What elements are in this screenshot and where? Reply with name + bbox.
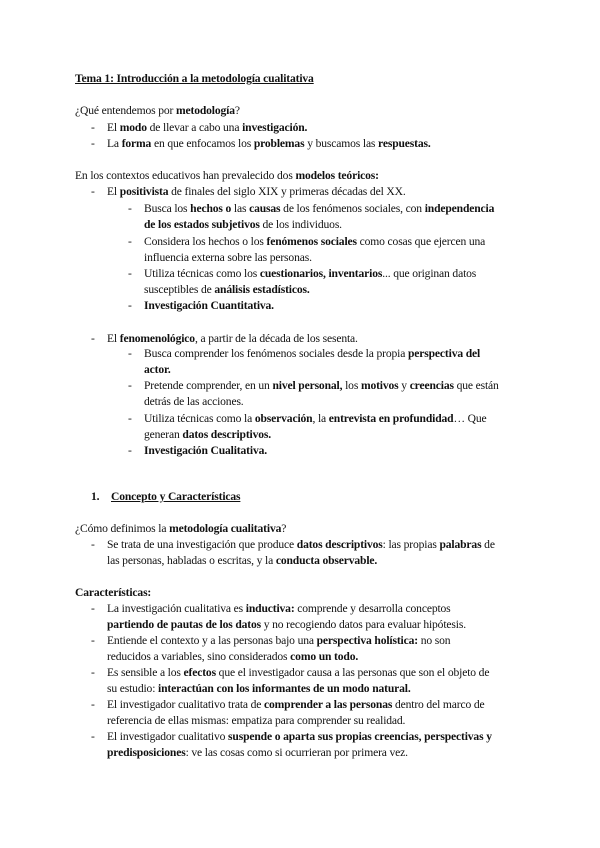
list-bullet: -	[91, 137, 95, 150]
page-title: Tema 1: Introducción a la metodología cualitativa	[75, 72, 314, 85]
list-bullet: -	[91, 730, 95, 743]
list-bullet: -	[91, 602, 95, 615]
list-bullet: -	[128, 267, 132, 280]
list-item-continuation: influencia externa sobre las personas.	[144, 251, 312, 264]
list-item: Investigación Cuantitativa.	[144, 299, 274, 312]
list-item: Considera los hechos o los fenómenos sociales como cosas que ejercen una	[144, 235, 486, 248]
list-bullet: -	[128, 347, 132, 360]
list-item: Es sensible a los efectos que el investigador causa a las personas que son el objeto de	[107, 666, 490, 679]
list-bullet: -	[128, 444, 132, 457]
list-item-continuation: susceptibles de análisis estadísticos.	[144, 283, 310, 296]
list-bullet: -	[91, 634, 95, 647]
list-bullet: -	[128, 202, 132, 215]
list-item: Pretende comprender, en un nivel personal, los motivos y creencias que están	[144, 379, 499, 392]
list-bullet: -	[91, 332, 95, 345]
list-item-continuation: su estudio: interactúan con los informantes de un modo natural.	[107, 682, 411, 695]
list-bullet: -	[128, 412, 132, 425]
question-definicion: ¿Cómo definimos la metodología cualitativa?	[75, 522, 287, 535]
list-item: El fenomenológico, a partir de la década de los sesenta.	[107, 332, 358, 345]
paragraph: En los contextos educativos han prevalecido dos modelos teóricos:	[75, 169, 379, 182]
list-item: Entiende el contexto y a las personas bajo una perspectiva holística: no son	[107, 634, 451, 647]
list-item: El positivista de finales del siglo XIX y primeras décadas del XX.	[107, 185, 406, 198]
list-item: Busca comprender los fenómenos sociales desde la propia perspectiva del	[144, 347, 481, 360]
list-item-continuation: detrás de las acciones.	[144, 395, 244, 408]
list-bullet: -	[128, 235, 132, 248]
list-bullet: -	[91, 185, 95, 198]
list-bullet: -	[91, 538, 95, 551]
list-item-continuation: referencia de ellas mismas: empatiza para comprender su realidad.	[107, 714, 406, 727]
list-item: Utiliza técnicas como los cuestionarios, inventarios... que originan datos	[144, 267, 477, 280]
list-item-continuation: generan datos descriptivos.	[144, 428, 272, 441]
list-item: La investigación cualitativa es inductiva: comprende y desarrolla conceptos	[107, 602, 451, 615]
list-item-continuation: las personas, habladas o escritas, y la conducta observable.	[107, 554, 378, 567]
list-item: Utiliza técnicas como la observación, la entrevista en profundidad… Que	[144, 412, 487, 425]
subheading: Características:	[75, 586, 152, 599]
list-item: El investigador cualitativo suspende o aparta sus propias creencias, perspectivas y	[107, 730, 492, 743]
list-item: Busca los hechos o las causas de los fenómenos sociales, con independencia	[144, 202, 495, 215]
list-item-continuation: reducidos a variables, sino considerados como un todo.	[107, 650, 359, 663]
list-bullet: -	[91, 121, 95, 134]
list-item: Investigación Cualitativa.	[144, 444, 267, 457]
section-number: 1.	[91, 490, 100, 503]
list-item-continuation: de los estados subjetivos de los individuos.	[144, 218, 342, 231]
list-bullet: -	[128, 379, 132, 392]
list-item-continuation: actor.	[144, 363, 171, 376]
list-bullet: -	[91, 666, 95, 679]
list-bullet: -	[91, 698, 95, 711]
list-item: El investigador cualitativo trata de comprender a las personas dentro del marco de	[107, 698, 485, 711]
list-item-continuation: partiendo de pautas de los datos y no recogiendo datos para evaluar hipótesis.	[107, 618, 466, 631]
section-heading: Concepto y Características	[111, 490, 241, 503]
list-bullet: -	[128, 299, 132, 312]
question-metodologia: ¿Qué entendemos por metodología?	[75, 104, 240, 117]
list-item: El modo de llevar a cabo una investigación.	[107, 121, 308, 134]
list-item-continuation: predisposiciones: ve las cosas como si ocurrieran por primera vez.	[107, 746, 408, 759]
list-item: La forma en que enfocamos los problemas y buscamos las respuestas.	[107, 137, 431, 150]
list-item: Se trata de una investigación que produce datos descriptivos: las propias palabras de	[107, 538, 495, 551]
